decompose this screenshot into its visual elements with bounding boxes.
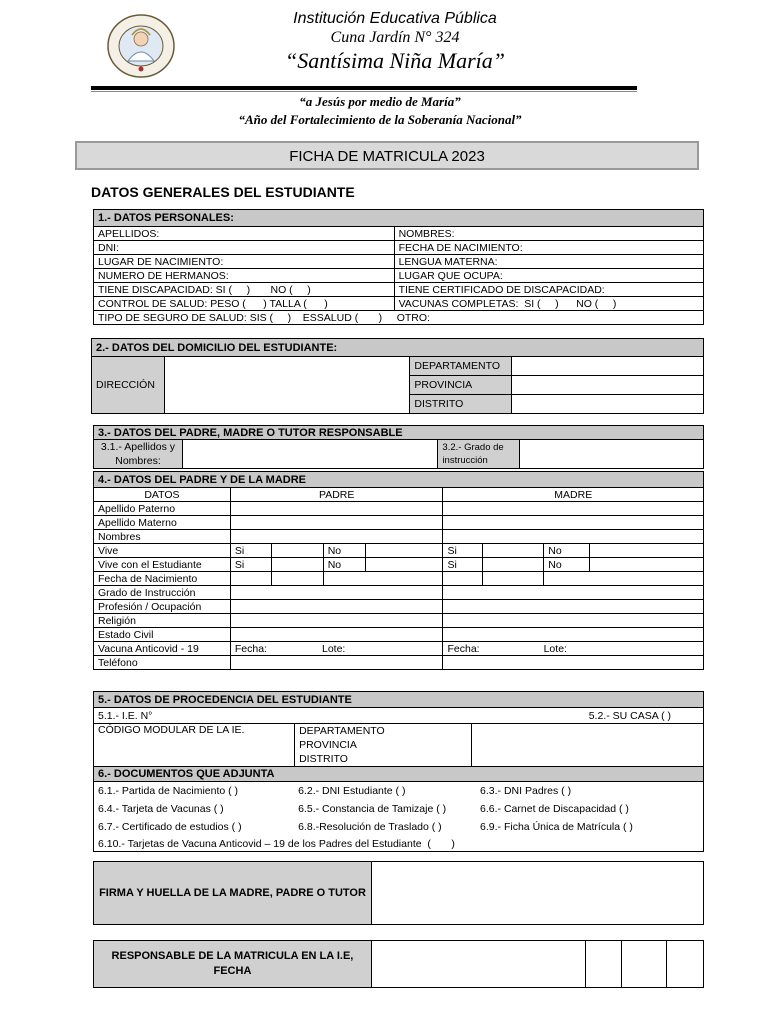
madre-viveest-si-box[interactable] [483, 558, 544, 572]
row-vacuna: Vacuna Anticovid - 19 [94, 642, 231, 656]
responsible-name-field[interactable] [371, 941, 585, 988]
row-apellido-paterno: Apellido Paterno [94, 502, 231, 516]
padre-telefono[interactable] [230, 656, 443, 670]
padre-vacuna-lote: Lote: [322, 642, 346, 655]
field-certificado[interactable]: TIENE CERTIFICADO DE DISCAPACIDAD: [394, 283, 703, 297]
madre-nombres[interactable] [443, 530, 704, 544]
padre-vacuna[interactable] [230, 642, 443, 656]
provincia-field[interactable] [512, 376, 704, 395]
responsible-label [94, 941, 372, 988]
padre-profesion[interactable] [230, 600, 443, 614]
signature-table [93, 861, 704, 925]
personal-data-table [93, 209, 704, 325]
padre-religion[interactable] [230, 614, 443, 628]
madre-fecha-anio[interactable] [544, 572, 704, 586]
proc-departamento[interactable]: DEPARTAMENTO [299, 725, 385, 737]
procedencia-blank[interactable] [476, 724, 703, 767]
padre-vive-si-box[interactable] [271, 544, 323, 558]
padre-fecha-mes[interactable] [271, 572, 323, 586]
padre-fecha-dia[interactable] [230, 572, 271, 586]
padre-grado[interactable] [230, 586, 443, 600]
row-religion: Religión [94, 614, 231, 628]
distrito-field[interactable] [512, 395, 704, 414]
padre-viveest-si-label: Si [230, 558, 271, 572]
padre-apellido-paterno[interactable] [230, 502, 443, 516]
doc-6-8[interactable]: 6.8.-Resolución de Traslado ( ) [298, 821, 442, 833]
doc-6-4[interactable]: 6.4.- Tarjeta de Vacunas ( ) [94, 800, 295, 818]
field-seguro[interactable]: TIPO DE SEGURO DE SALUD: SIS ( ) ESSALUD ( ) OTRO: [94, 311, 704, 325]
date-day-field[interactable] [586, 941, 622, 988]
madre-vacuna-fecha: Fecha: [447, 642, 480, 655]
guardian-grade-label-1: 3.2.- Grado de [442, 442, 504, 453]
departamento-label: DEPARTAMENTO [410, 357, 512, 376]
procedencia-ubicacion-box [294, 724, 472, 766]
section-5-title: 5.- DATOS DE PROCEDENCIA DEL ESTUDIANTE [94, 692, 704, 708]
madre-religion[interactable] [443, 614, 704, 628]
field-apellidos[interactable]: APELLIDOS: [94, 227, 395, 241]
date-month-field[interactable] [622, 941, 667, 988]
row-vive-estudiante: Vive con el Estudiante [94, 558, 231, 572]
madre-vacuna[interactable] [443, 642, 704, 656]
distrito-label: DISTRITO [410, 395, 512, 414]
madre-viveest-no-box[interactable] [590, 558, 704, 572]
signature-field[interactable] [371, 862, 703, 925]
madre-vive-no-label: No [544, 544, 590, 558]
row-nombres: Nombres [94, 530, 231, 544]
date-year-field[interactable] [667, 941, 704, 988]
departamento-field[interactable] [512, 357, 704, 376]
row-apellido-materno: Apellido Materno [94, 516, 231, 530]
row-vive: Vive [94, 544, 231, 558]
school-name: Cuna Jardín N° 324 [330, 29, 460, 46]
school-title: “Santísima Niña María” [284, 48, 506, 73]
guardian-name-field[interactable] [182, 440, 437, 469]
padre-viveest-si-box[interactable] [271, 558, 323, 572]
doc-6-5[interactable]: 6.5.- Constancia de Tamizaje ( ) [298, 803, 447, 815]
responsible-label-2: FECHA [213, 965, 252, 977]
madre-vive-si-box[interactable] [483, 544, 544, 558]
padre-estado-civil[interactable] [230, 628, 443, 642]
doc-6-9[interactable]: 6.9.- Ficha Única de Matrícula ( ) [476, 818, 703, 836]
madre-vive-si-label: Si [443, 544, 483, 558]
signature-label: FIRMA Y HUELLA DE LA MADRE, PADRE O TUTOR [94, 862, 372, 925]
field-lengua-materna[interactable]: LENGUA MATERNA: [394, 255, 703, 269]
padre-vive-si-label: Si [230, 544, 271, 558]
doc-6-1[interactable]: 6.1.- Partida de Nacimiento ( ) [94, 782, 295, 801]
doc-6-6[interactable]: 6.6.- Carnet de Discapacidad ( ) [476, 800, 703, 818]
proc-provincia[interactable]: PROVINCIA [299, 739, 357, 751]
codigo-modular[interactable]: CÓDIGO MODULAR DE LA IE. [94, 724, 295, 767]
responsible-table [93, 940, 704, 988]
header-divider-thin [91, 91, 637, 92]
padre-fecha-anio[interactable] [323, 572, 443, 586]
procedencia-ubicacion [294, 724, 476, 767]
padre-vive-no-box[interactable] [365, 544, 443, 558]
guardian-name-label [94, 440, 183, 469]
direccion-field[interactable] [164, 357, 409, 414]
row-fecha-nacimiento: Fecha de Nacimiento [94, 572, 231, 586]
row-estado-civil: Estado Civil [94, 628, 231, 642]
padre-vacuna-fecha: Fecha: [234, 642, 267, 655]
field-nombres[interactable]: NOMBRES: [394, 227, 703, 241]
row-telefono: Teléfono [94, 656, 231, 670]
section-2-title: 2.- DATOS DEL DOMICILIO DEL ESTUDIANTE: [92, 339, 704, 357]
padre-viveest-no-label: No [323, 558, 365, 572]
madre-apellido-materno[interactable] [443, 516, 704, 530]
madre-profesion[interactable] [443, 600, 704, 614]
padre-apellido-materno[interactable] [230, 516, 443, 530]
padre-nombres[interactable] [230, 530, 443, 544]
ie-number: 5.1.- I.E. N° [98, 709, 153, 722]
padre-vive-no-label: No [323, 544, 365, 558]
proc-distrito[interactable]: DISTRITO [299, 753, 348, 765]
responsible-label-1: RESPONSABLE DE LA MATRICULA EN LA I.E, [111, 950, 354, 962]
section-4-title: 4.- DATOS DEL PADRE Y DE LA MADRE [94, 472, 704, 488]
guardian-name-label-2: Nombres: [115, 455, 161, 467]
guardian-name-label-1: 3.1.- Apellidos y [100, 441, 176, 453]
field-lugar-ocupa[interactable]: LUGAR QUE OCUPA: [394, 269, 703, 283]
procedencia-table [93, 691, 704, 852]
ie-row[interactable] [94, 708, 704, 724]
madre-vive-no-box[interactable] [590, 544, 704, 558]
field-discapacidad[interactable]: TIENE DISCAPACIDAD: SI ( ) NO ( ) [94, 283, 395, 297]
guardian-grade-field[interactable] [520, 440, 704, 469]
madre-viveest-no-label: No [544, 558, 590, 572]
header-divider [91, 86, 637, 90]
madre-estado-civil[interactable] [443, 628, 704, 642]
guardian-grade-label-2: instrucción [442, 455, 488, 466]
direccion-label: DIRECCIÓN [92, 357, 165, 414]
madre-fecha-mes[interactable] [483, 572, 544, 586]
field-lugar-nacimiento[interactable]: LUGAR DE NACIMIENTO: [94, 255, 395, 269]
year-name: “Año del Fortalecimiento de la Soberanía Nacional” [238, 112, 522, 127]
field-control-salud[interactable]: CONTROL DE SALUD: PESO ( ) TALLA ( ) [94, 297, 395, 311]
row-profesion: Profesión / Ocupación [94, 600, 231, 614]
field-numero-hermanos[interactable]: NUMERO DE HERMANOS: [94, 269, 395, 283]
row-grado: Grado de Instrucción [94, 586, 231, 600]
field-vacunas[interactable]: VACUNAS COMPLETAS: SI ( ) NO ( ) [394, 297, 703, 311]
provincia-label: PROVINCIA [410, 376, 512, 395]
doc-6-2[interactable]: 6.2.- DNI Estudiante ( ) [294, 782, 476, 801]
madre-vacuna-lote: Lote: [543, 642, 567, 655]
parents-table [93, 471, 704, 670]
doc-6-10[interactable]: 6.10.- Tarjetas de Vacuna Anticovid – 19 de los Padres del Estudiante ( ) [94, 836, 704, 852]
doc-6-3[interactable]: 6.3.- DNI Padres ( ) [476, 782, 703, 801]
madre-viveest-si-label: Si [443, 558, 483, 572]
domicile-table [91, 338, 704, 414]
section-6-title: 6.- DOCUMENTOS QUE ADJUNTA [94, 767, 704, 782]
guardian-grade-label [438, 440, 520, 469]
institution-name: Institución Educativa Pública [293, 10, 497, 27]
col-datos: DATOS [94, 488, 231, 502]
su-casa: 5.2.- SU CASA ( ) [588, 709, 671, 722]
field-dni[interactable]: DNI: [94, 241, 395, 255]
madre-grado[interactable] [443, 586, 704, 600]
form-title: FICHA DE MATRICULA 2023 [75, 141, 699, 170]
guardian-table [93, 425, 704, 469]
section-3-title: 3.- DATOS DEL PADRE, MADRE O TUTOR RESPONSABLE [94, 426, 704, 440]
doc-6-7[interactable]: 6.7.- Certificado de estudios ( ) [94, 818, 295, 836]
col-padre: PADRE [230, 488, 443, 502]
section-1-title: 1.- DATOS PERSONALES: [94, 210, 704, 227]
padre-viveest-no-box[interactable] [365, 558, 443, 572]
madre-apellido-paterno[interactable] [443, 502, 704, 516]
col-madre: MADRE [443, 488, 704, 502]
section-heading: DATOS GENERALES DEL ESTUDIANTE [91, 184, 355, 200]
madre-fecha-dia[interactable] [443, 572, 483, 586]
madre-telefono[interactable] [443, 656, 704, 670]
field-fecha-nacimiento[interactable]: FECHA DE NACIMIENTO: [394, 241, 703, 255]
motto: “a Jesús por medio de María” [299, 94, 461, 109]
